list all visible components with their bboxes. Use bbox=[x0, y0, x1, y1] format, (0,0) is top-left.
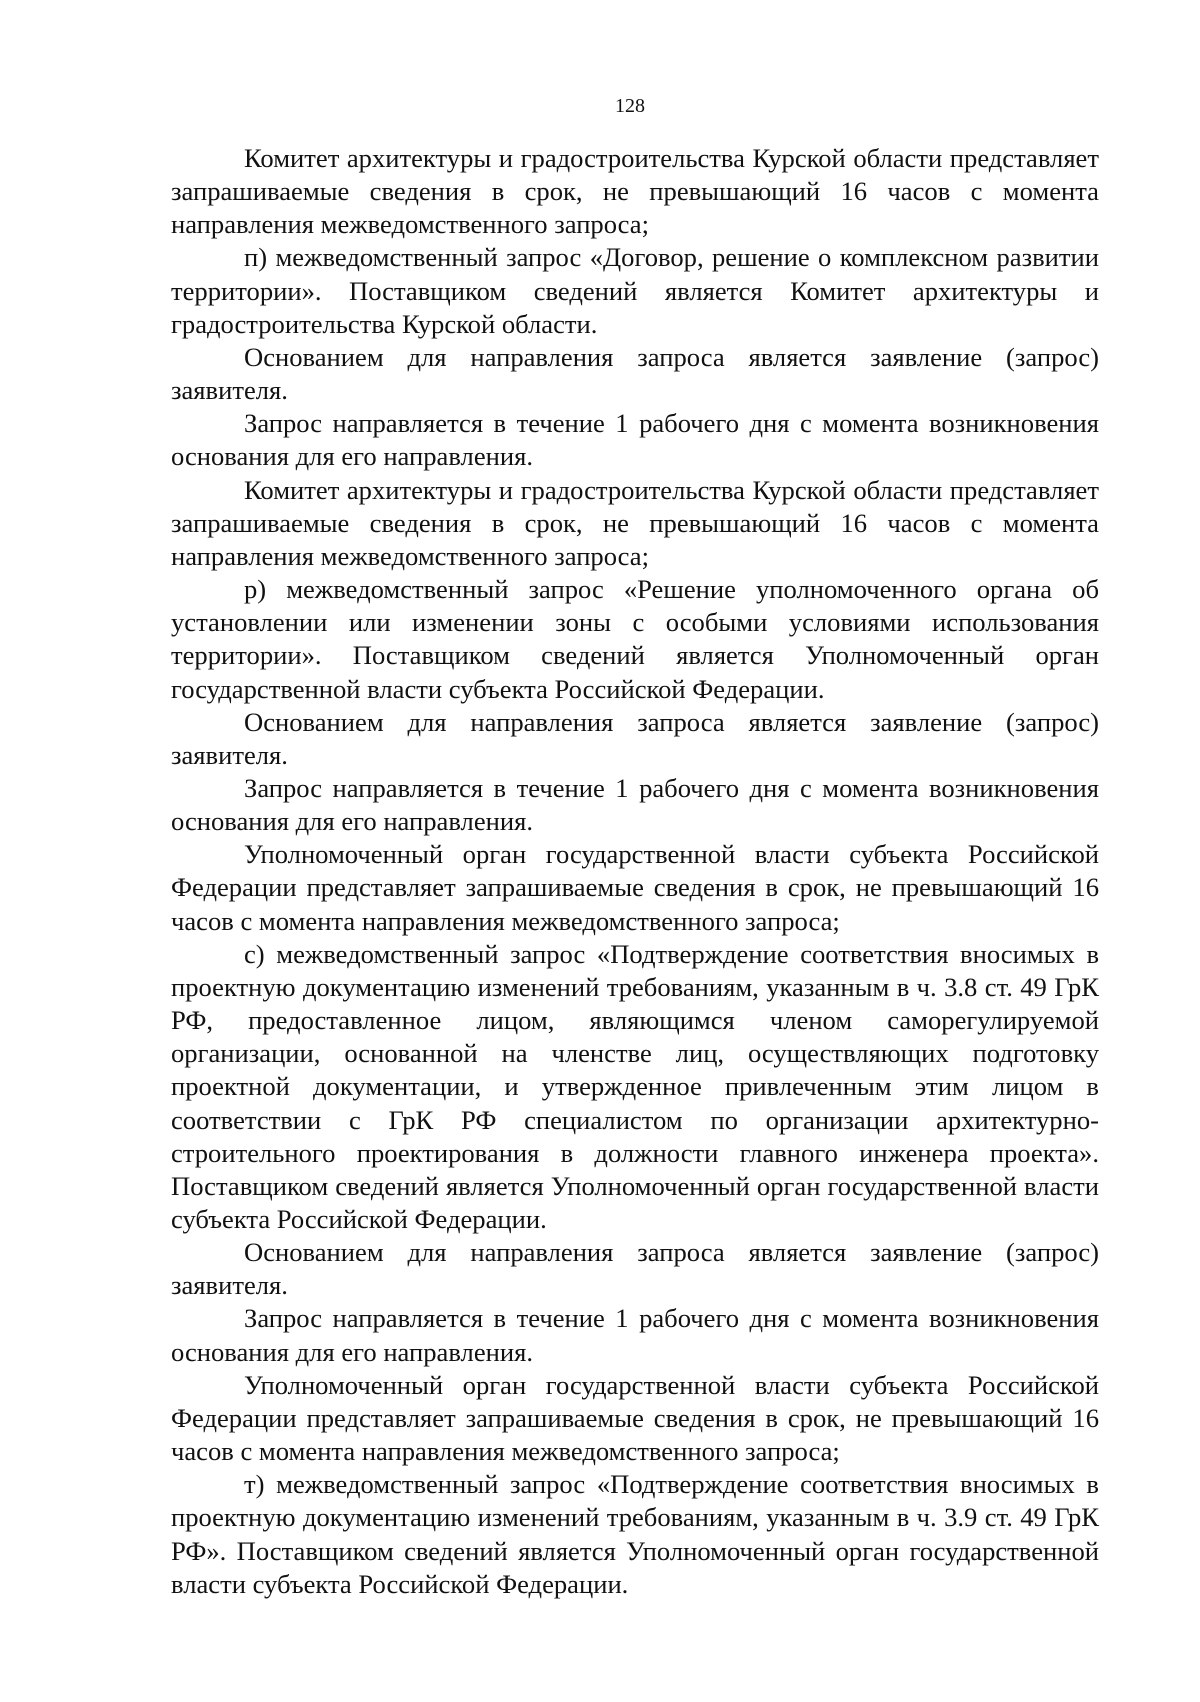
paragraph: Запрос направляется в течение 1 рабочего дня с момента возникновения основания для его направления. bbox=[171, 772, 1099, 837]
paragraph: Основанием для направления запроса является заявление (запрос) заявителя. bbox=[171, 706, 1099, 770]
page-number: 128 bbox=[615, 95, 645, 117]
paragraph: Запрос направляется в течение 1 рабочего дня с момента возникновения основания для его направления. bbox=[171, 1303, 1099, 1367]
paragraph: Основанием для направления запроса является заявление (запрос) заявителя. bbox=[171, 341, 1099, 406]
paragraph: Уполномоченный орган государственной власти субъекта Российской Федерации представляет запрашиваемые сведения в срок, не превышающий 16 часов с момента направления межведомственного запроса; bbox=[171, 839, 1099, 936]
paragraph: Уполномоченный орган государственной власти субъекта Российской Федерации представляет запрашиваемые сведения в срок, не превышающий 16 часов с момента направления межведомственного запроса; bbox=[171, 1369, 1099, 1467]
paragraph: п) межведомственный запрос «Договор, решение о комплексном развитии территории». Поставщиком сведений является Комитет архитектуры и градостроительства Курской области. bbox=[171, 242, 1099, 339]
paragraph: Комитет архитектуры и градостроительства Курской области представляет запрашиваемые сведения в срок, не превышающий 16 часов с момента направления межведомственного запроса; bbox=[171, 474, 1099, 571]
paragraph: т) межведомственный запрос «Подтверждение соответствия вносимых в проектную документацию изменений требованиям, указанным в ч. 3.9 ст. 49 ГрК РФ». Поставщиком сведений является Уполномоченный орган государственной власти субъекта Российской Федерации. bbox=[171, 1469, 1099, 1599]
paragraph: с) межведомственный запрос «Подтверждение соответствия вносимых в проектную документацию изменений требованиям, указанным в ч. 3.8 ст. 49 ГрК РФ, предоставленное лицом, являющимся членом саморегулируемой организации, основанной на членстве лиц, осуществляющих подготовку проектной документации, и утвержденное привлеченным этим лицом в соответствии с ГрК РФ специалистом по организации архитектурно-строительного проектирования в должности главного инженера проекта». Поставщиком сведений является Уполномоченный орган государственной власти субъекта Российской Федерации. bbox=[171, 938, 1099, 1234]
paragraph: Основанием для направления запроса является заявление (запрос) заявителя. bbox=[171, 1237, 1099, 1301]
paragraph: Комитет архитектуры и градостроительства Курской области представляет запрашиваемые сведения в срок, не превышающий 16 часов с момента направления межведомственного запроса; bbox=[171, 143, 1099, 240]
document-body bbox=[171, 142, 1099, 1601]
paragraph: р) межведомственный запрос «Решение уполномоченного органа об установлении или изменении зоны с особыми условиями использования территории». Поставщиком сведений является Уполномоченный орган государственной власти субъекта Российской Федерации. bbox=[171, 574, 1099, 704]
paragraph: Запрос направляется в течение 1 рабочего дня с момента возникновения основания для его направления. bbox=[171, 408, 1099, 472]
